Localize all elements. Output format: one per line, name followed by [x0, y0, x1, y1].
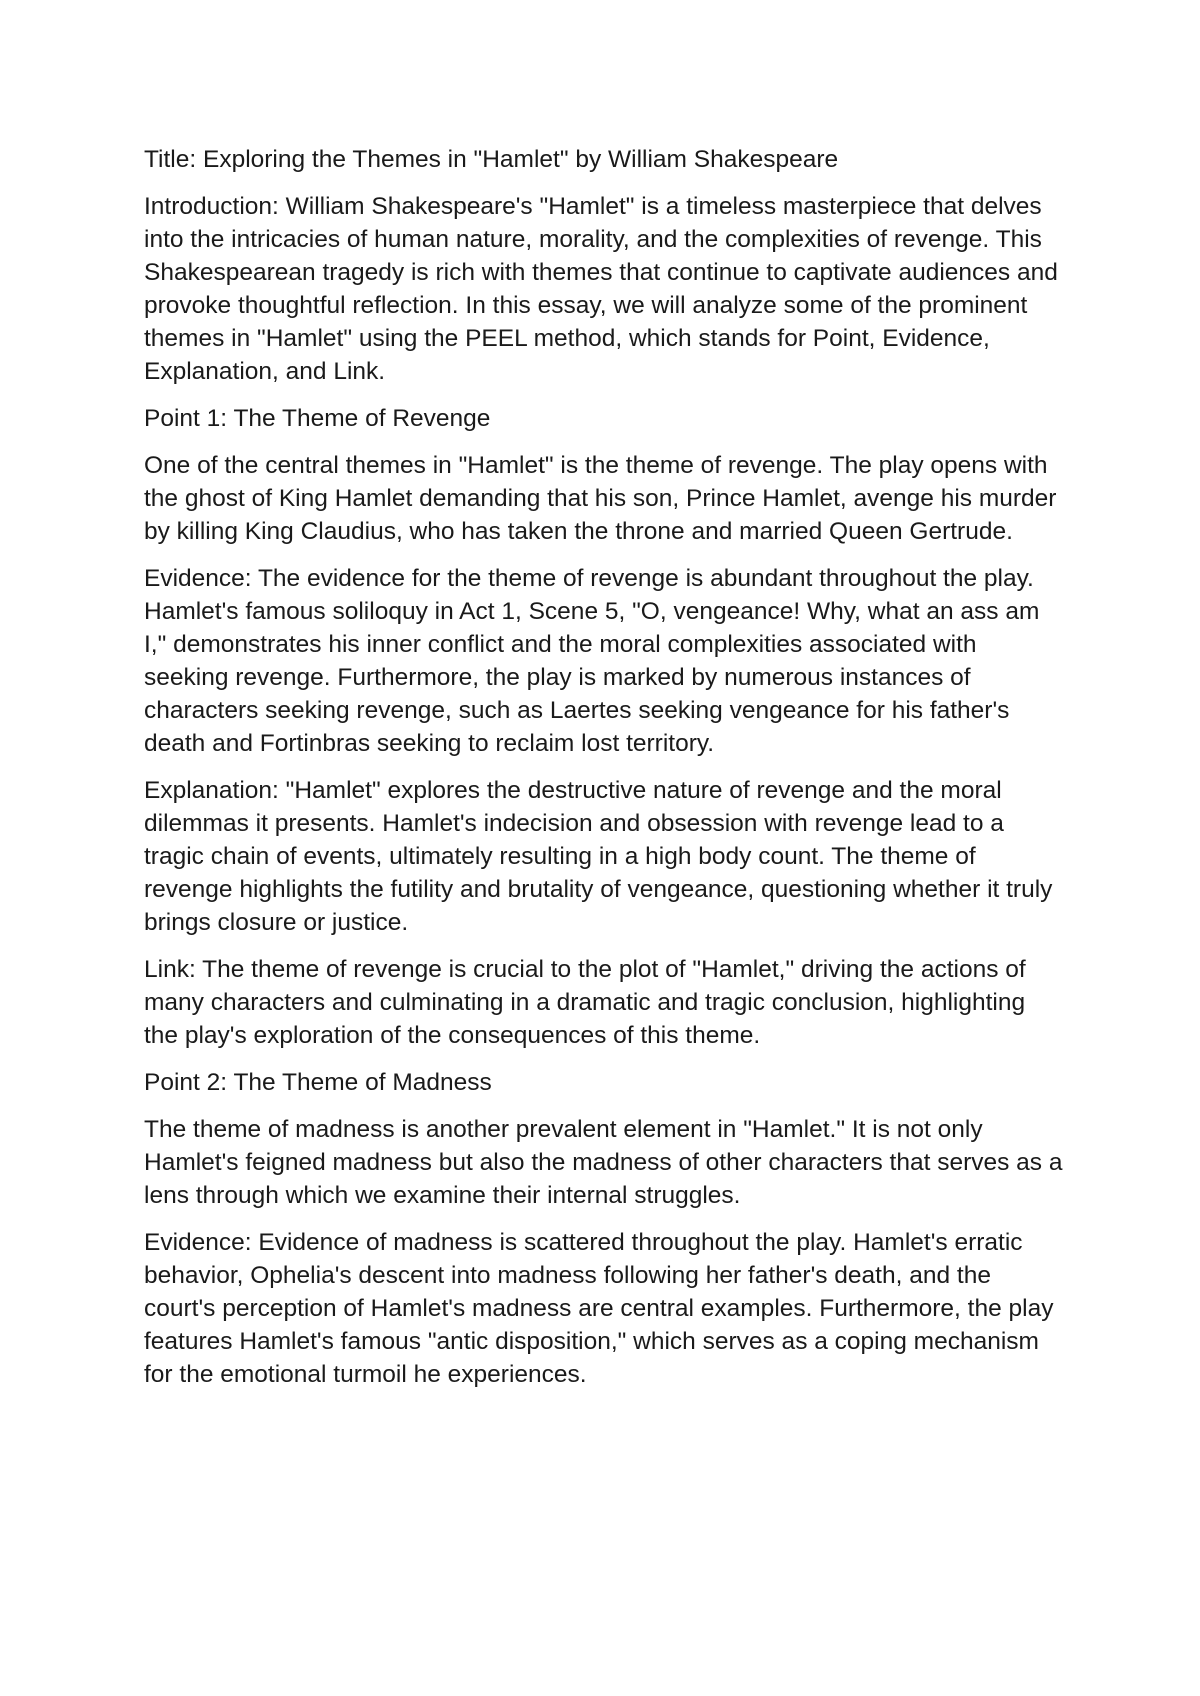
- madness-point-paragraph: The theme of madness is another prevalent element in "Hamlet." It is not only Hamlet's feigned madness but also the madness of other characters that serves as a lens through which we examine their internal struggles.: [144, 1116, 1063, 1209]
- document-body: [144, 143, 1064, 1405]
- introduction-paragraph: Introduction: William Shakespeare's "Hamlet" is a timeless masterpiece that delves into the intricacies of human nature, morality, and the complexities of revenge. This Shakespearean tragedy is rich with themes that continue to captivate audiences and provoke thoughtful reflection. In this essay, we will analyze some of the prominent themes in "Hamlet" using the PEEL method, which stands for Point, Evidence, Explanation, and Link.: [144, 193, 1058, 385]
- madness-evidence-paragraph: Evidence: Evidence of madness is scattered throughout the play. Hamlet's erratic behavior, Ophelia's descent into madness following her father's death, and the court's perception of Hamlet's madness are central examples. Furthermore, the play features Hamlet's famous "antic disposition," which serves as a coping mechanism for the emotional turmoil he experiences.: [144, 1229, 1054, 1388]
- revenge-explanation-paragraph: Explanation: "Hamlet" explores the destructive nature of revenge and the moral dilemmas it presents. Hamlet's indecision and obsession with revenge lead to a tragic chain of events, ultimately resulting in a high body count. The theme of revenge highlights the futility and brutality of vengeance, questioning whether it truly brings closure or justice.: [144, 777, 1053, 936]
- document-title: Title: Exploring the Themes in "Hamlet" by William Shakespeare: [144, 146, 839, 173]
- point-2-heading: Point 2: The Theme of Madness: [144, 1069, 492, 1096]
- point-1-heading: Point 1: The Theme of Revenge: [144, 405, 491, 432]
- revenge-link-paragraph: Link: The theme of revenge is crucial to the plot of "Hamlet," driving the actions of many characters and culminating in a dramatic and tragic conclusion, highlighting the play's exploration of the consequences of this theme.: [144, 956, 1026, 1049]
- revenge-point-paragraph: One of the central themes in "Hamlet" is the theme of revenge. The play opens with the ghost of King Hamlet demanding that his son, Prince Hamlet, avenge his murder by killing King Claudius, who has taken the throne and married Queen Gertrude.: [144, 452, 1057, 545]
- revenge-evidence-paragraph: Evidence: The evidence for the theme of revenge is abundant throughout the play. Hamlet's famous soliloquy in Act 1, Scene 5, "O, vengeance! Why, what an ass am I," demonstrates his inner conflict and the moral complexities associated with seeking revenge. Furthermore, the play is marked by numerous instances of characters seeking revenge, such as Laertes seeking vengeance for his father's death and Fortinbras seeking to reclaim lost territory.: [144, 565, 1040, 757]
